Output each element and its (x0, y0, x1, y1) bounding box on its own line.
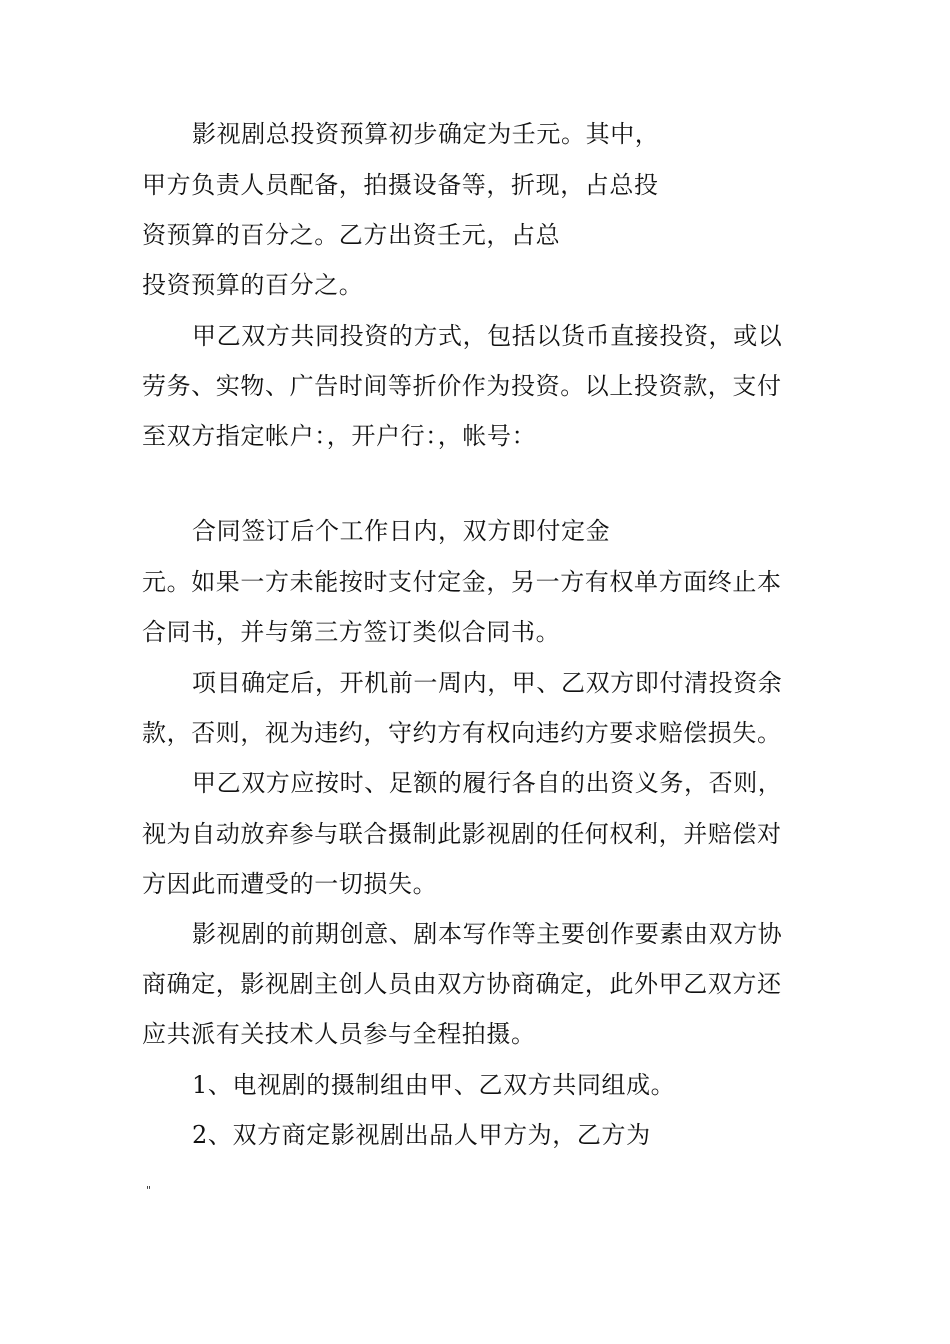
paragraph-line: 元。如果一方未能按时支付定金，另一方有权单方面终止本 (142, 568, 782, 596)
paragraph-line: 应共派有关技术人员参与全程拍摄。 (142, 1020, 536, 1048)
paragraph-line: 项目确定后，开机前一周内，甲、乙双方即付清投资余 (192, 669, 783, 697)
paragraph-line: 1、电视剧的摄制组由甲、乙双方共同组成。 (192, 1071, 676, 1099)
paragraph-line: 投资预算的百分之。 (142, 271, 364, 299)
paragraph-line: 影视剧总投资预算初步确定为壬元。其中， (192, 120, 660, 148)
paragraph-line: 款，否则，视为违约，守约方有权向违约方要求赔偿损失。 (142, 719, 782, 747)
footer-mark: " (146, 1184, 152, 1197)
paragraph-line: 资预算的百分之。乙方出资壬元，占总 (142, 221, 561, 249)
paragraph-line: 合同书，并与第三方签订类似合同书。 (142, 618, 561, 646)
paragraph-line: 2、双方商定影视剧出品人甲方为，乙方为 (192, 1121, 651, 1149)
paragraph-line: 至双方指定帐户：，开户行：，帐号： (142, 422, 537, 450)
paragraph-line: 视为自动放弃参与联合摄制此影视剧的任何权利，并赔偿对 (142, 820, 782, 848)
paragraph-line: 甲乙双方应按时、足额的履行各自的出资义务，否则， (192, 769, 783, 797)
paragraph-line: 合同签订后个工作日内，双方即付定金 (192, 517, 611, 545)
paragraph-line: 劳务、实物、广告时间等折价作为投资。以上投资款，支付 (142, 372, 782, 400)
paragraph-line: 影视剧的前期创意、剧本写作等主要创作要素由双方协 (192, 920, 783, 948)
paragraph-line: 商确定，影视剧主创人员由双方协商确定，此外甲乙双方还 (142, 970, 782, 998)
paragraph-line: 甲乙双方共同投资的方式，包括以货币直接投资，或以 (192, 322, 783, 350)
paragraph-line: 甲方负责人员配备，拍摄设备等，折现，占总投 (142, 171, 659, 199)
paragraph-line: 方因此而遭受的一切损失。 (142, 870, 438, 898)
